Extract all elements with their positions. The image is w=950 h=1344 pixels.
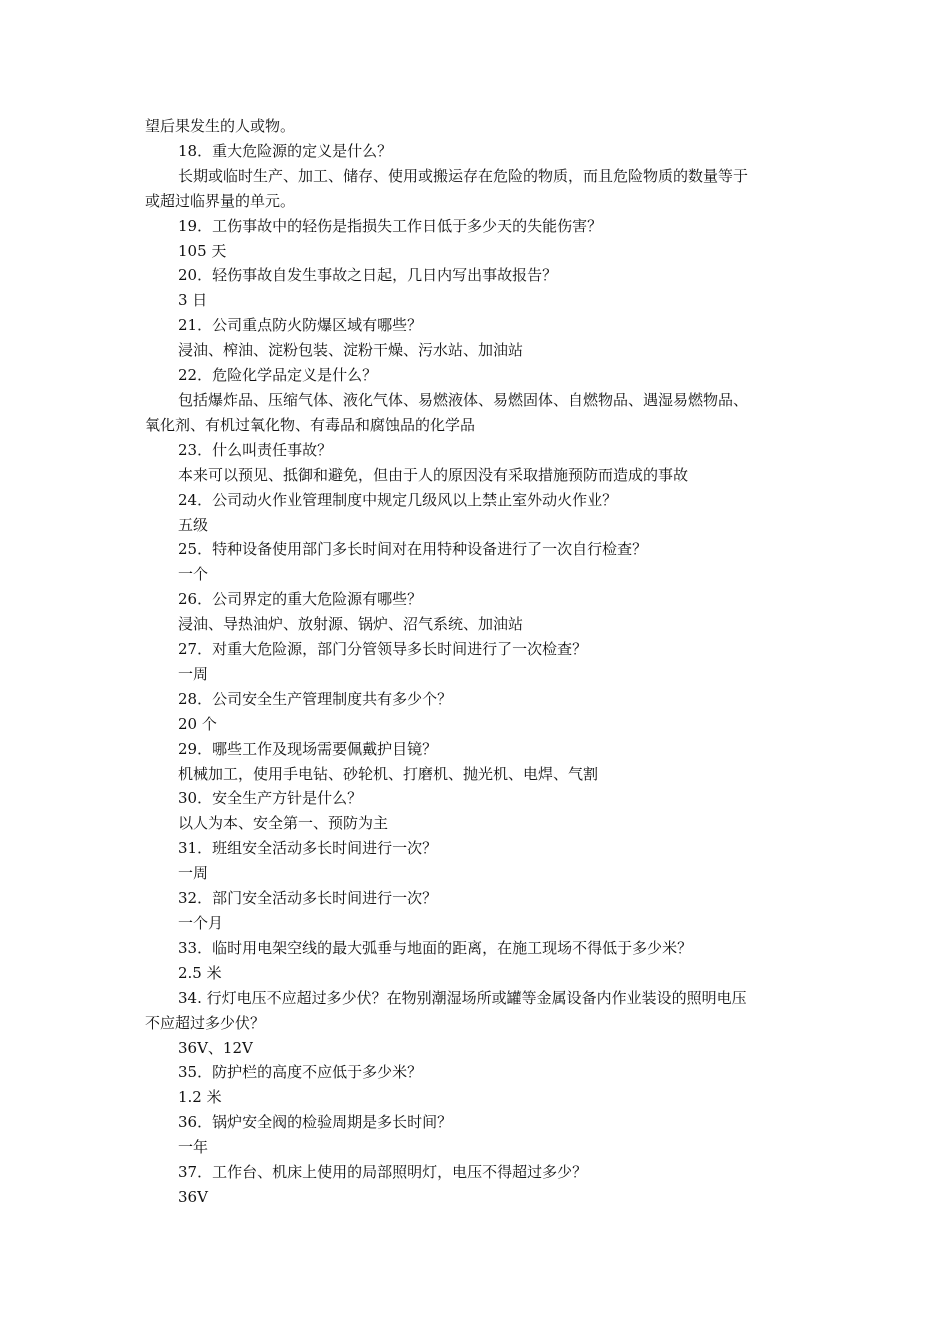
text-line: 本来可以预见、抵御和避免，但由于人的原因没有采取措施预防而造成的事故: [178, 465, 689, 484]
text-line: 18．重大危险源的定义是什么？: [178, 141, 393, 160]
text-line: 21．公司重点防火防爆区域有哪些？: [178, 316, 423, 335]
text-line: 五级: [178, 515, 209, 534]
text-line: 20 个: [178, 714, 217, 733]
text-line: 28．公司安全生产管理制度共有多少个？: [178, 689, 453, 708]
text-line: 25．特种设备使用部门多长时间对在用特种设备进行了一次自行检查？: [178, 540, 648, 559]
text-line: 机械加工，使用手电钻、砂轮机、打磨机、抛光机、电焊、气割: [178, 764, 599, 783]
text-line: 26．公司界定的重大危险源有哪些？: [178, 590, 423, 609]
text-line: 23．什么叫责任事故？: [178, 440, 333, 459]
text-line: 24．公司动火作业管理制度中规定几级风以上禁止室外动火作业？: [178, 490, 618, 509]
text-line: 浸油、导热油炉、放射源、锅炉、沼气系统、加油站: [178, 615, 524, 634]
text-line: 31．班组安全活动多长时间进行一次？: [178, 839, 438, 858]
text-line: 37．工作台、机床上使用的局部照明灯，电压不得超过多少？: [178, 1163, 588, 1182]
text-line: 1.2 米: [178, 1088, 222, 1107]
text-line: 29．哪些工作及现场需要佩戴护目镜？: [178, 739, 438, 758]
text-line: 19．工伤事故中的轻伤是指损失工作日低于多少天的失能伤害？: [178, 216, 603, 235]
text-line: 22．危险化学品定义是什么？: [178, 366, 378, 385]
text-line: 30．安全生产方针是什么？: [178, 789, 363, 808]
text-line: 一周: [178, 864, 209, 883]
text-line: 或超过临界量的单元。: [145, 191, 296, 210]
text-line: 33．临时用电架空线的最大弧垂与地面的距离，在施工现场不得低于多少米？: [178, 938, 693, 957]
text-line: 以人为本、安全第一、预防为主: [178, 814, 389, 833]
text-line: 36．锅炉安全阀的检验周期是多长时间？: [178, 1113, 453, 1132]
text-line: 包括爆炸品、压缩气体、液化气体、易燃液体、易燃固体、自燃物品、遇湿易燃物品、: [178, 390, 749, 409]
text-line: 一周: [178, 664, 209, 683]
text-line: 不应超过多少伏？: [145, 1013, 266, 1032]
text-line: 浸油、榨油、淀粉包装、淀粉干燥、污水站、加油站: [178, 341, 524, 360]
text-line: 3 日: [178, 291, 208, 310]
text-line: 2.5 米: [178, 963, 222, 982]
text-line: 34. 行灯电压不应超过多少伏？在物别潮湿场所或罐等金属设备内作业装设的照明电压: [178, 988, 747, 1007]
text-line: 一个月: [178, 914, 224, 932]
document-body: [145, 114, 813, 1210]
text-line: 长期或临时生产、加工、储存、使用或搬运存在危险的物质，而且危险物质的数量等于: [178, 166, 749, 185]
text-line: 35．防护栏的高度不应低于多少米？: [178, 1063, 423, 1082]
text-line: 一个: [178, 565, 209, 584]
text-line: 36V: [178, 1187, 208, 1206]
text-line: 20．轻伤事故自发生事故之日起，几日内写出事故报告？: [178, 266, 558, 285]
text-line: 32．部门安全活动多长时间进行一次？: [178, 889, 438, 908]
text-line: 105 天: [178, 241, 227, 260]
text-line: 望后果发生的人或物。: [145, 117, 296, 135]
text-line: 一年: [178, 1138, 209, 1157]
text-line: 氧化剂、有机过氧化物、有毒品和腐蚀品的化学品: [145, 415, 476, 434]
text-line: 27．对重大危险源，部门分管领导多长时间进行了一次检查？: [178, 640, 588, 659]
text-line: 36V、12V: [178, 1038, 253, 1057]
